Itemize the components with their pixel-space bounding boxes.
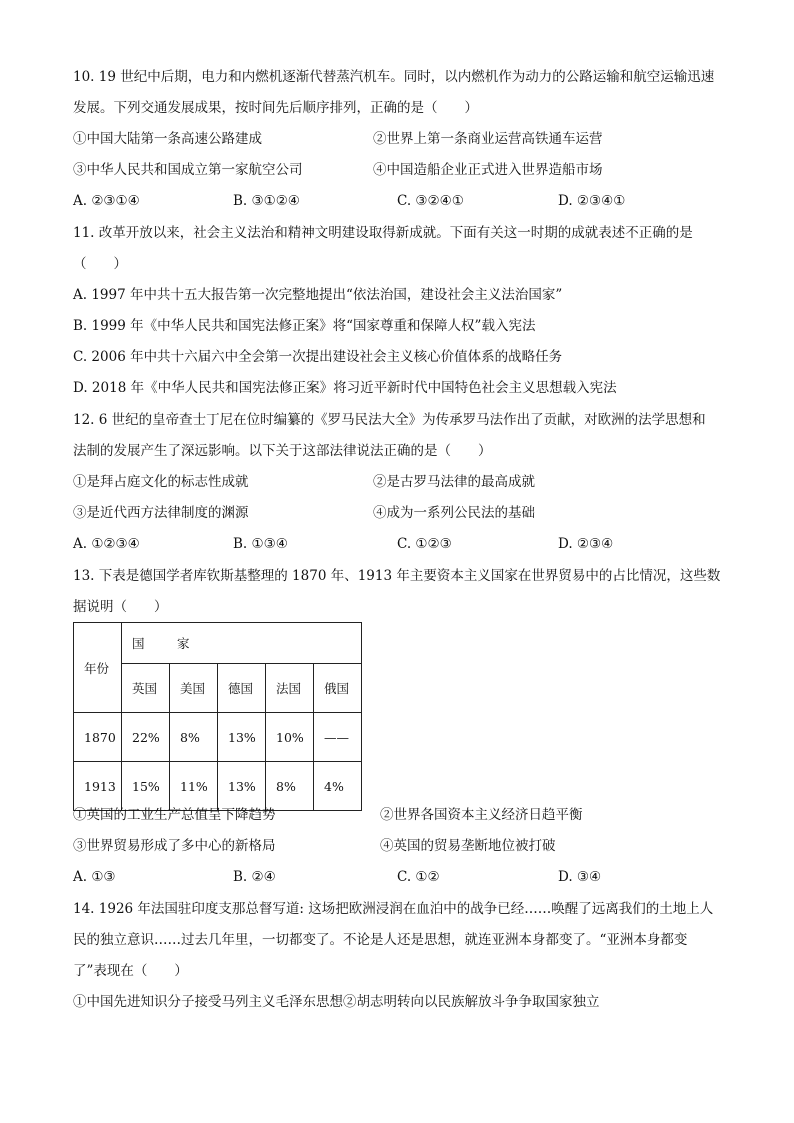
q13-item-2: ②世界各国资本主义经济日趋平衡 <box>380 807 583 823</box>
table-cell: 22% <box>122 713 170 762</box>
q12-choice-b[interactable]: B. ①③④ <box>233 536 288 552</box>
table-country-header: 国 家 <box>122 623 362 664</box>
q11-choice-c[interactable]: C. 2006 年中共十六届六中全会第一次提出建设社会主义核心价值体系的战略任务 <box>73 349 563 365</box>
q13-choice-a[interactable]: A. ①③ <box>73 869 116 885</box>
q12-stem-line2: 法制的发展产生了深远影响。以下关于这部法律说法正确的是（ ） <box>73 443 492 459</box>
table-cell: 13% <box>218 713 266 762</box>
table-country-fr: 法国 <box>266 664 314 713</box>
trade-share-table <box>73 622 362 811</box>
q10-item-1: ①中国大陆第一条高速公路建成 <box>73 131 262 147</box>
q11-choice-a[interactable]: A. 1997 年中共十五大报告第一次完整地提出“依法治国，建设社会主义法治国家” <box>73 287 563 303</box>
q11-choice-d[interactable]: D. 2018 年《中华人民共和国宪法修正案》将习近平新时代中国特色社会主义思想载入宪法 <box>73 380 617 396</box>
table-cell-year: 1913 <box>74 762 122 811</box>
q14-stem-line1: 14. 1926 年法国驻印度支那总督写道: 这场把欧洲浸润在血泊中的战争已经……唤醒了远离我们的土地上人 <box>73 901 714 917</box>
table-year-header: 年份 <box>74 623 122 713</box>
q14-stem-line3: 了”表现在（ ） <box>73 963 188 979</box>
table-cell: 4% <box>314 762 362 811</box>
q10-choice-b[interactable]: B. ③①②④ <box>233 193 300 209</box>
table-country-uk: 英国 <box>122 664 170 713</box>
q12-choice-c[interactable]: C. ①②③ <box>397 536 452 552</box>
q12-stem-line1: 12. 6 世纪的皇帝查士丁尼在位时编纂的《罗马民法大全》为传承罗马法作出了贡献，对欧洲的法学思想和 <box>73 412 706 428</box>
q13-choice-d[interactable]: D. ③④ <box>558 869 602 885</box>
q13-choice-b[interactable]: B. ②④ <box>233 869 276 885</box>
q10-item-2: ②世界上第一条商业运营高铁通车运营 <box>373 131 603 147</box>
q12-item-3: ③是近代西方法律制度的渊源 <box>73 505 249 521</box>
table-cell: 11% <box>170 762 218 811</box>
q12-item-2: ②是古罗马法律的最高成就 <box>373 474 535 490</box>
q10-stem-line2: 发展。下列交通发展成果，按时间先后顺序排列，正确的是（ ） <box>73 100 478 116</box>
table-row <box>74 762 362 811</box>
q10-choice-a[interactable]: A. ②③①④ <box>73 193 140 209</box>
q13-choice-c[interactable]: C. ①② <box>397 869 440 885</box>
q10-stem-line1: 10. 19 世纪中后期，电力和内燃机逐渐代替蒸汽机车。同时，以内燃机作为动力的公路运输和航空运输迅速 <box>73 69 715 85</box>
table-country-us: 美国 <box>170 664 218 713</box>
q10-choice-d[interactable]: D. ②③④① <box>558 193 626 209</box>
table-row <box>74 713 362 762</box>
table-cell: 15% <box>122 762 170 811</box>
q11-choice-b[interactable]: B. 1999 年《中华人民共和国宪法修正案》将“国家尊重和保障人权”载入宪法 <box>73 318 536 334</box>
q13-item-3: ③世界贸易形成了多中心的新格局 <box>73 838 276 854</box>
q13-item-1: ①英国的工业生产总值呈下降趋势 <box>73 807 276 823</box>
q12-item-1: ①是拜占庭文化的标志性成就 <box>73 474 249 490</box>
q13-stem-line1: 13. 下表是德国学者库钦斯基整理的 1870 年、1913 年主要资本主义国家在世界贸易中的占比情况，这些数 <box>73 568 721 584</box>
q14-item-line: ①中国先进知识分子接受马列主义毛泽东思想②胡志明转向以民族解放斗争争取国家独立 <box>73 994 600 1010</box>
table-cell-year: 1870 <box>74 713 122 762</box>
table-country-ru: 俄国 <box>314 664 362 713</box>
q13-stem-line2: 据说明（ ） <box>73 599 168 615</box>
table-country-de: 德国 <box>218 664 266 713</box>
q12-choice-a[interactable]: A. ①②③④ <box>73 536 140 552</box>
table-cell: 10% <box>266 713 314 762</box>
q12-choice-d[interactable]: D. ②③④ <box>558 536 614 552</box>
table-cell: 13% <box>218 762 266 811</box>
q10-item-3: ③中华人民共和国成立第一家航空公司 <box>73 162 303 178</box>
q14-stem-line2: 民的独立意识……过去几年里，一切都变了。不论是人还是思想，就连亚洲本身都变了。“亚洲本身都变 <box>73 932 688 948</box>
q11-stem-line2: （ ） <box>73 256 127 272</box>
table-cell: 8% <box>170 713 218 762</box>
q10-item-4: ④中国造船企业正式进入世界造船市场 <box>373 162 603 178</box>
q12-item-4: ④成为一系列公民法的基础 <box>373 505 535 521</box>
q11-stem-line1: 11. 改革开放以来，社会主义法治和精神文明建设取得新成就。下面有关这一时期的成就表述不正确的是 <box>73 225 693 241</box>
q10-choice-c[interactable]: C. ③②④① <box>397 193 464 209</box>
table-cell: 8% <box>266 762 314 811</box>
q13-item-4: ④英国的贸易垄断地位被打破 <box>380 838 556 854</box>
table-cell: —— <box>314 713 362 762</box>
